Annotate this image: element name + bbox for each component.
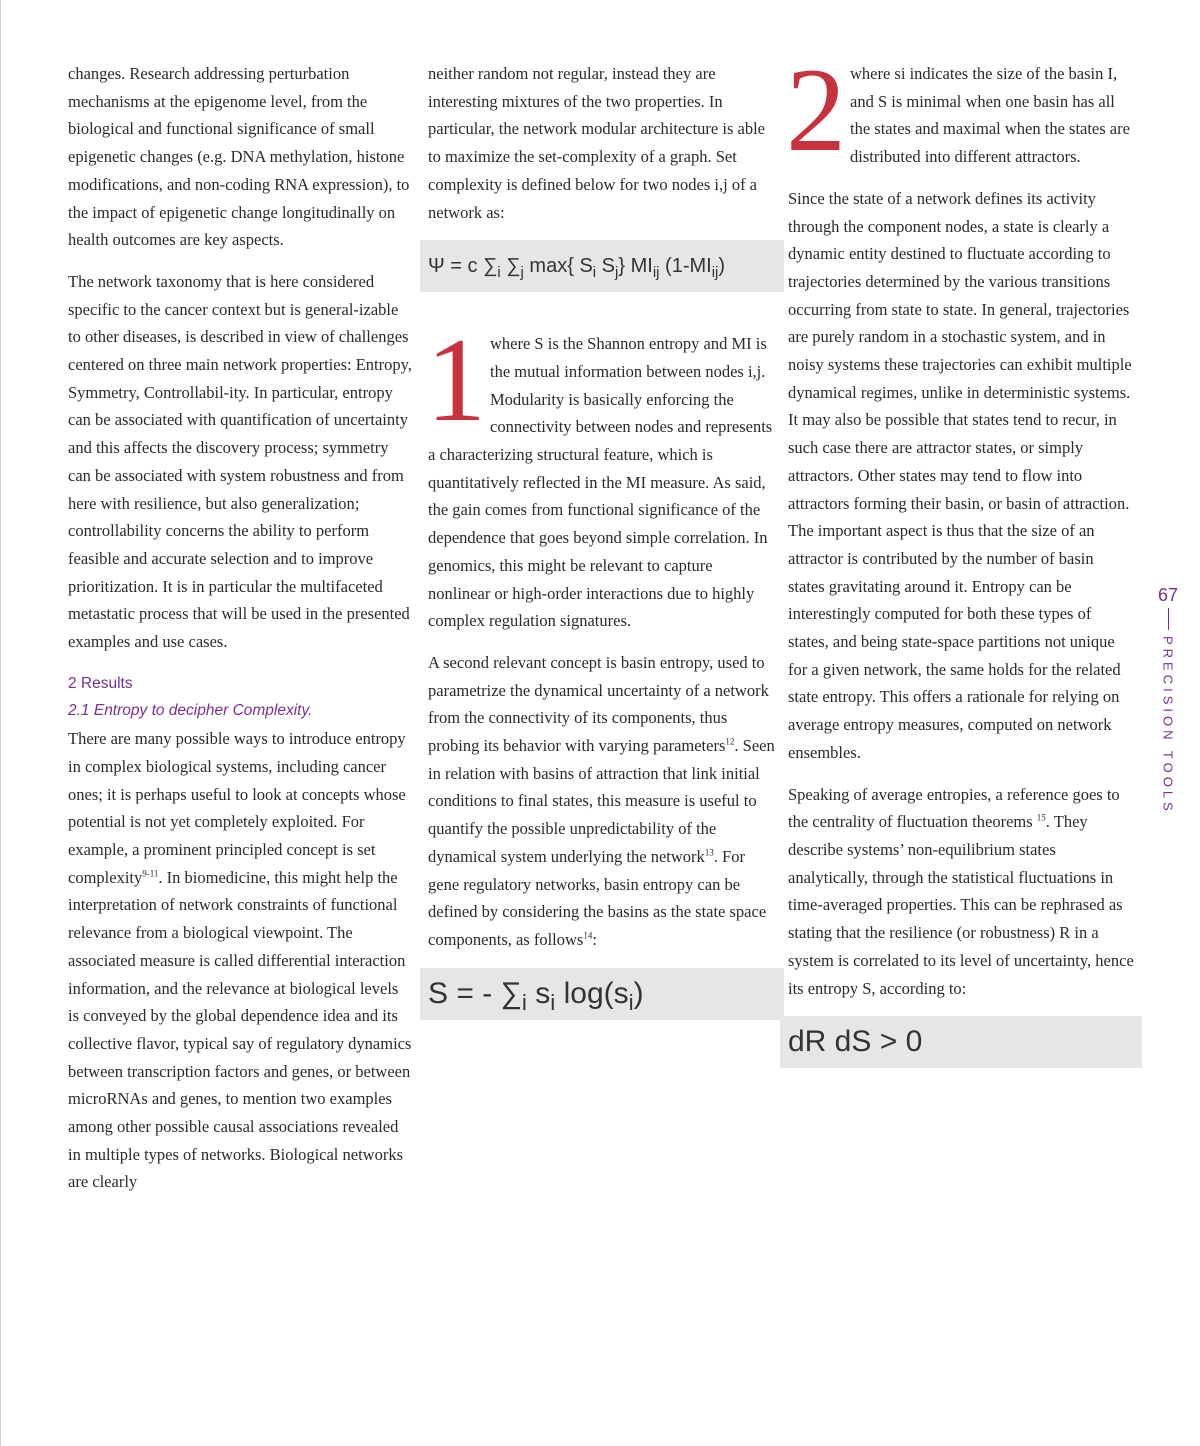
citation: 14 bbox=[583, 930, 593, 941]
page-edge bbox=[0, 0, 1, 1446]
sidebar-divider bbox=[1168, 608, 1169, 630]
section-label: PRECISION TOOLS bbox=[1160, 636, 1176, 815]
paragraph: 1 where S is the Shannon entropy and MI is the mutual information between nodes i,j. Modularity is basically enforcing the connectivity between nodes and represents a characterizing structural feature, which is quantitatively reflected in the MI measure. As said, the gain comes from functional significance of the dependence that goes beyond simple correlation. In genomics, this might be relevant to capture nonlinear or high-order interactions due to highly complex regulation signatures. bbox=[426, 313, 773, 631]
set-complexity-formula: Ψ = c $\sum_i$ $\sum_j$ max{ $S_i$ $S_j$} $MI_{ij}$ $(1-MI_{ij})$ bbox=[420, 240, 784, 292]
section-heading: 2 Results bbox=[68, 674, 133, 692]
column-2 bbox=[428, 60, 776, 1034]
citation: 12 bbox=[725, 736, 735, 747]
page-sidebar bbox=[1150, 585, 1186, 815]
paragraph: Speaking of average entropies, a reference goes to the centrality of fluctuation theorems $^{15}$. They describe systems’ non-equilibrium states analytically, through the statistical fluctuations in time-averaged properties. This can be rephrased as stating that the resilience (or robustness) R in a system is correlated to its level of uncertainty, hence its entropy S, according to: bbox=[788, 784, 1134, 998]
subsection-heading: 2.1 Entropy to decipher Complexity. bbox=[68, 702, 313, 720]
paragraph: The network taxonomy that is here considered specific to the cancer context but is general-izable to other diseases, is described in view of challenges centered on three main network properties: Entropy, Symmetry, Controllabil-ity. In particular, entropy can be associated with quantification of uncertainty and this affects the discovery process; symmetry can be associated with system robustness and from here with resilience, but also generalization; controllability concerns the ability to perform feasible and accurate selection and to improve prioritization. It is in particular the multifaceted metastatic process that will be used in the presented examples and use cases. bbox=[68, 271, 412, 652]
paragraph: neither random not regular, instead they are interesting mixtures of the two properties. In particular, the network modular architecture is able to maximize the set-complexity of a graph. Set complexity is defined below for two nodes i,j of a network as: bbox=[428, 64, 765, 222]
citation: 13 bbox=[704, 847, 714, 858]
column-1 bbox=[68, 60, 413, 1210]
page-number: 67 bbox=[1157, 585, 1179, 605]
resilience-formula: dR dS > 0 bbox=[780, 1016, 1142, 1068]
equation-number-dropcap: 2 bbox=[786, 43, 846, 176]
equation-number-dropcap: 1 bbox=[426, 313, 486, 447]
paragraph: Since the state of a network defines its activity through the component nodes, a state is clearly a dynamic entity destined to fluctuate according to trajectories determined by the various transitions occurring from state to state. In general, trajectories are purely random in a stochastic system, and in noisy systems these trajectories can exhibit multiple dynamical regimes, unlike in deterministic systems. It may also be possible that states tend to recur, in such case there are attractor states, or simply attractors. Other states may tend to flow into attractors forming their basin, or basin of attraction. The important aspect is thus that the size of an attractor is contributed by the number of basin states gravitating around it. Entropy can be interestingly computed for both these types of states, and being state-space partitions not unique for a given network, the same holds for the related state entropy. This offers a rationale for relying on average entropy measures, computed on network ensembles. bbox=[788, 188, 1132, 762]
citation: 15 bbox=[1036, 812, 1046, 823]
paragraph: There are many possible ways to introduce entropy in complex biological systems, including cancer ones; it is perhaps useful to look at concepts whose potential is not yet completely exploited. For example, a prominent principled concept is set complexity$^{9-11}$. In biomedicine, this might help the interpretation of network constraints of functional relevance from a biological viewpoint. The associated measure is called differential interaction information, and the relevance at biological levels is conveyed by the global dependence idea and its collective flavor, typical say of regulatory dynamics between transcription factors and genes, or between microRNAs and genes, to mention two examples among other possible causal associations revealed in multiple types of networks. Biological networks are clearly bbox=[68, 729, 412, 1192]
paragraph: 2 where si indicates the size of the basin I, and S is minimal when one basin has all the states and maximal when the states are distributed into different attractors. bbox=[786, 43, 1130, 176]
basin-entropy-formula: S = - $\sum_i$ $s_i$ $\log(s_i)$ bbox=[420, 968, 784, 1020]
citation: 9-11 bbox=[142, 868, 159, 879]
column-3 bbox=[786, 43, 1134, 1068]
paragraph: A second relevant concept is basin entropy, used to parametrize the dynamical uncertainty of a network from the connectivity of its components, thus probing its behavior with varying parameters$^{12}$. Seen in relation with basins of attraction that link initial conditions to final states, this measure is useful to quantify the possible unpredictability of the dynamical system underlying the network$^{13}$. For gene regulatory networks, basin entropy can be defined by considering the basins as the state space components, as follows$^{14}$: bbox=[428, 652, 775, 949]
paragraph: changes. Research addressing perturbation mechanisms at the epigenome level, from the biological and functional significance of small epigenetic changes (e.g. DNA methylation, histone modifications, and non-coding RNA expression), to the impact of epigenetic change longitudinally on health outcomes are key aspects. bbox=[68, 64, 410, 250]
